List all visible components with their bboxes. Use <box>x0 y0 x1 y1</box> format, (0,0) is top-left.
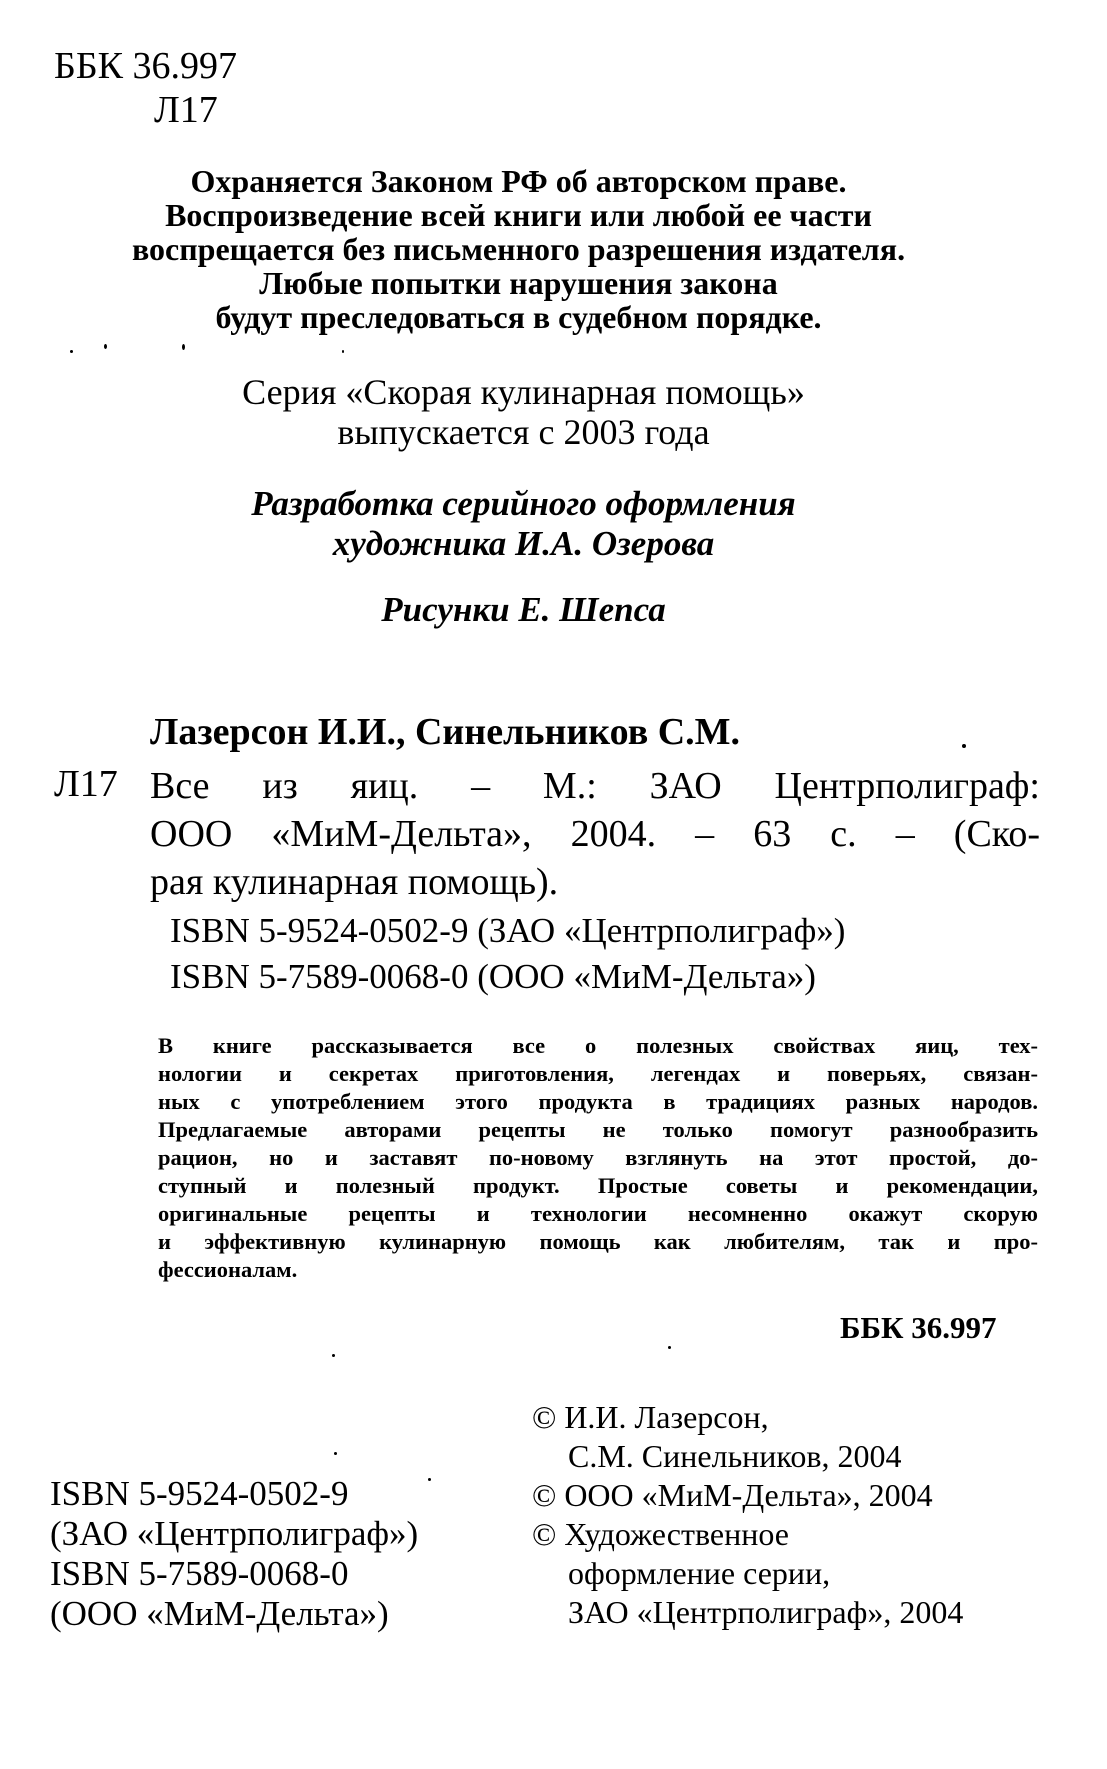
isbn-footer-line: ISBN 5-9524-0502-9 <box>50 1474 349 1513</box>
catalog-code: Л17 <box>54 763 118 805</box>
entry-line: рая кулинарная помощь). <box>150 861 559 903</box>
isbn-footer <box>50 1474 418 1634</box>
copyright-line: С.М. Синельников, 2004 <box>568 1438 902 1474</box>
abstract-line: оригинальные рецепты и технологии несомненно окажут скорую <box>158 1201 1038 1226</box>
notice-line: Воспроизведение всей книги или любой ее части <box>165 197 872 233</box>
copyright-line: © ООО «МиМ-Дельта», 2004 <box>532 1477 933 1513</box>
design-line: Разработка серийного оформления <box>251 484 796 523</box>
bbk-footer: ББК 36.997 <box>840 1310 997 1345</box>
catalog-isbn-list <box>170 908 845 1000</box>
book-abstract <box>158 1032 1038 1284</box>
scan-speck <box>962 744 966 748</box>
abstract-line: В книге рассказывается все о полезных свойствах яиц, тех- <box>158 1033 1038 1058</box>
abstract-line: нологии и секретах приготовления, легендах и поверьях, связан- <box>158 1061 1038 1086</box>
abstract-line: Предлагаемые авторами рецепты не только помогут разнообразить <box>158 1117 1038 1142</box>
isbn-footer-line: (ООО «МиМ-Дельта») <box>50 1594 389 1633</box>
design-credit <box>0 484 1107 564</box>
isbn-footer-line: ISBN 5-7589-0068-0 <box>50 1554 349 1593</box>
copyright-notice <box>0 164 1107 334</box>
scan-speck <box>104 344 107 349</box>
abstract-line: рацион, но и заставят по-новому взглянуть на этот простой, до- <box>158 1145 1038 1170</box>
abstract-line: фессионалам. <box>158 1257 298 1282</box>
scan-speck <box>428 1478 431 1481</box>
drawings-credit: Рисунки Е. Шепса <box>381 590 666 629</box>
scan-speck <box>332 1354 335 1357</box>
catalog-authors: Лазерсон И.И., Синельников С.М. <box>150 711 741 753</box>
notice-line: будут преследоваться в судебном порядке. <box>215 299 822 335</box>
entry-line: Все из яиц. – М.: ЗАО Центрполиграф: <box>150 765 1040 807</box>
abstract-line: ных с употреблением этого продукта в традициях разных народов. <box>158 1089 1038 1114</box>
copyright-line: © Художественное <box>532 1516 789 1552</box>
copyright-holders <box>532 1398 963 1632</box>
abstract-line: и эффективную кулинарную помощь как любителям, так и про- <box>158 1229 1038 1254</box>
scan-speck <box>70 350 73 353</box>
entry-line: ООО «МиМ-Дельта», 2004. – 63 с. – (Ско- <box>150 813 1040 855</box>
copyright-line: © И.И. Лазерсон, <box>532 1399 769 1435</box>
abstract-line: ступный и полезный продукт. Простые советы и рекомендации, <box>158 1173 1038 1198</box>
copyright-line: оформление серии, <box>568 1555 831 1591</box>
notice-line: Любые попытки нарушения закона <box>259 265 778 301</box>
isbn-line: ISBN 5-9524-0502-9 (ЗАО «Центрполиграф») <box>170 911 846 950</box>
scan-speck <box>334 1452 337 1455</box>
notice-line: воспрещается без письменного разрешения издателя. <box>131 231 906 267</box>
series-line: выпускается с 2003 года <box>337 412 710 452</box>
bbk-code: ББК 36.997 <box>54 45 237 87</box>
bbk-header <box>54 44 237 132</box>
isbn-footer-line: (ЗАО «Центрполиграф») <box>50 1514 419 1553</box>
isbn-line: ISBN 5-7589-0068-0 (ООО «МиМ-Дельта») <box>170 957 816 996</box>
author-mark: Л17 <box>154 89 218 131</box>
scan-speck <box>668 1346 671 1349</box>
series-line: Серия «Скорая кулинарная помощь» <box>242 372 805 412</box>
notice-line: Охраняется Законом РФ об авторском праве. <box>190 163 847 199</box>
catalog-entry <box>150 762 1040 906</box>
copyright-line: ЗАО «Центрполиграф», 2004 <box>568 1594 964 1630</box>
design-line: художника И.А. Озерова <box>332 524 715 563</box>
series-info <box>0 372 1107 452</box>
scan-speck <box>182 344 185 350</box>
scan-speck <box>342 350 344 353</box>
